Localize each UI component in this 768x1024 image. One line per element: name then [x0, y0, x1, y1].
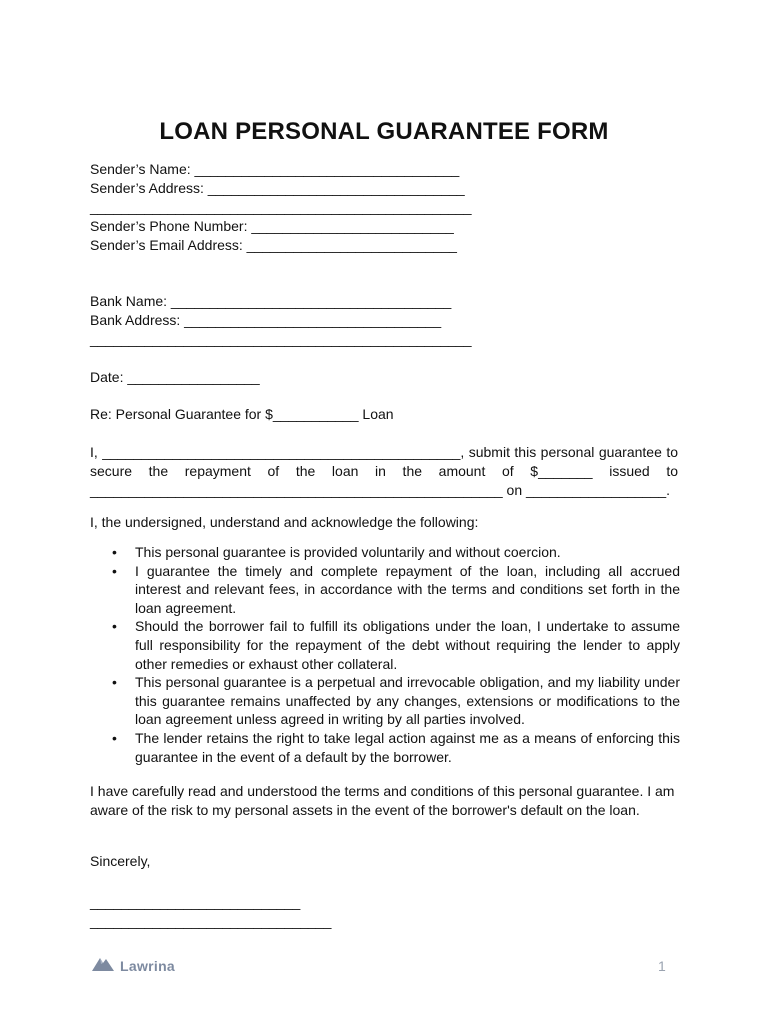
acknowledge-intro: I, the undersigned, understand and acknowledge the following: — [90, 514, 479, 530]
guarantee-statement-line2: secure the repayment of the loan in the amount of $_______ issued to — [90, 463, 678, 479]
closing-paragraph: I have carefully read and understood the terms and conditions of this personal guarantee. I am aware of the risk to my personal assets in the event of the borrower's default on the loan. — [90, 783, 675, 818]
footer-brand — [92, 955, 175, 976]
bank-address-field: Bank Address: _________________________________ — [90, 312, 442, 328]
brand-name: Lawrina — [120, 957, 176, 974]
document-title: LOAN PERSONAL GUARANTEE FORM — [159, 118, 609, 145]
sender-address-line2: _________________________________________________ — [90, 199, 472, 215]
printed-name-line: _______________________________ — [90, 913, 332, 929]
page-number: 1 — [658, 958, 666, 974]
guarantee-statement-line1: I, ______________________________________________, submit this personal guarantee to — [90, 444, 678, 460]
list-item: • I guarantee the timely and complete repayment of the loan, including all accrued interest and relevant fees, in accordance with the terms and conditions set forth in the loan agreement. — [90, 562, 680, 618]
acknowledgement-list — [90, 543, 680, 766]
signature-line: ___________________________ — [90, 894, 301, 910]
list-item: • Should the borrower fail to fulfill its obligations under the loan, I undertake to assume full responsibility for the repayment of the debt without requiring the lender to apply other remedies or exhaust other collateral. — [90, 617, 680, 673]
re-line: Re: Personal Guarantee for $___________ Loan — [90, 406, 394, 422]
bank-name-field: Bank Name: ____________________________________ — [90, 293, 452, 309]
sender-email-field: Sender’s Email Address: ___________________________ — [90, 237, 457, 253]
list-item: • This personal guarantee is provided voluntarily and without coercion. — [90, 543, 680, 562]
list-item: • The lender retains the right to take legal action against me as a means of enforcing this guarantee in the event of a default by the borrower. — [90, 729, 680, 766]
date-field: Date: _________________ — [90, 369, 260, 385]
sender-name-field: Sender’s Name: __________________________________ — [90, 161, 460, 177]
guarantee-statement-line3: _____________________________________________________ on __________________. — [90, 482, 671, 498]
mountain-logo-icon — [92, 955, 114, 976]
sender-phone-field: Sender’s Phone Number: __________________________ — [90, 218, 454, 234]
list-item: • This personal guarantee is a perpetual and irrevocable obligation, and my liability under this guarantee remains unaffected by any changes, extensions or modifications to the loan agreement unless agreed in writing by all parties involved. — [90, 673, 680, 729]
sincerely-text: Sincerely, — [90, 853, 151, 869]
bank-address-line2: _________________________________________________ — [90, 331, 472, 347]
sender-address-field: Sender’s Address: _________________________________ — [90, 180, 465, 196]
